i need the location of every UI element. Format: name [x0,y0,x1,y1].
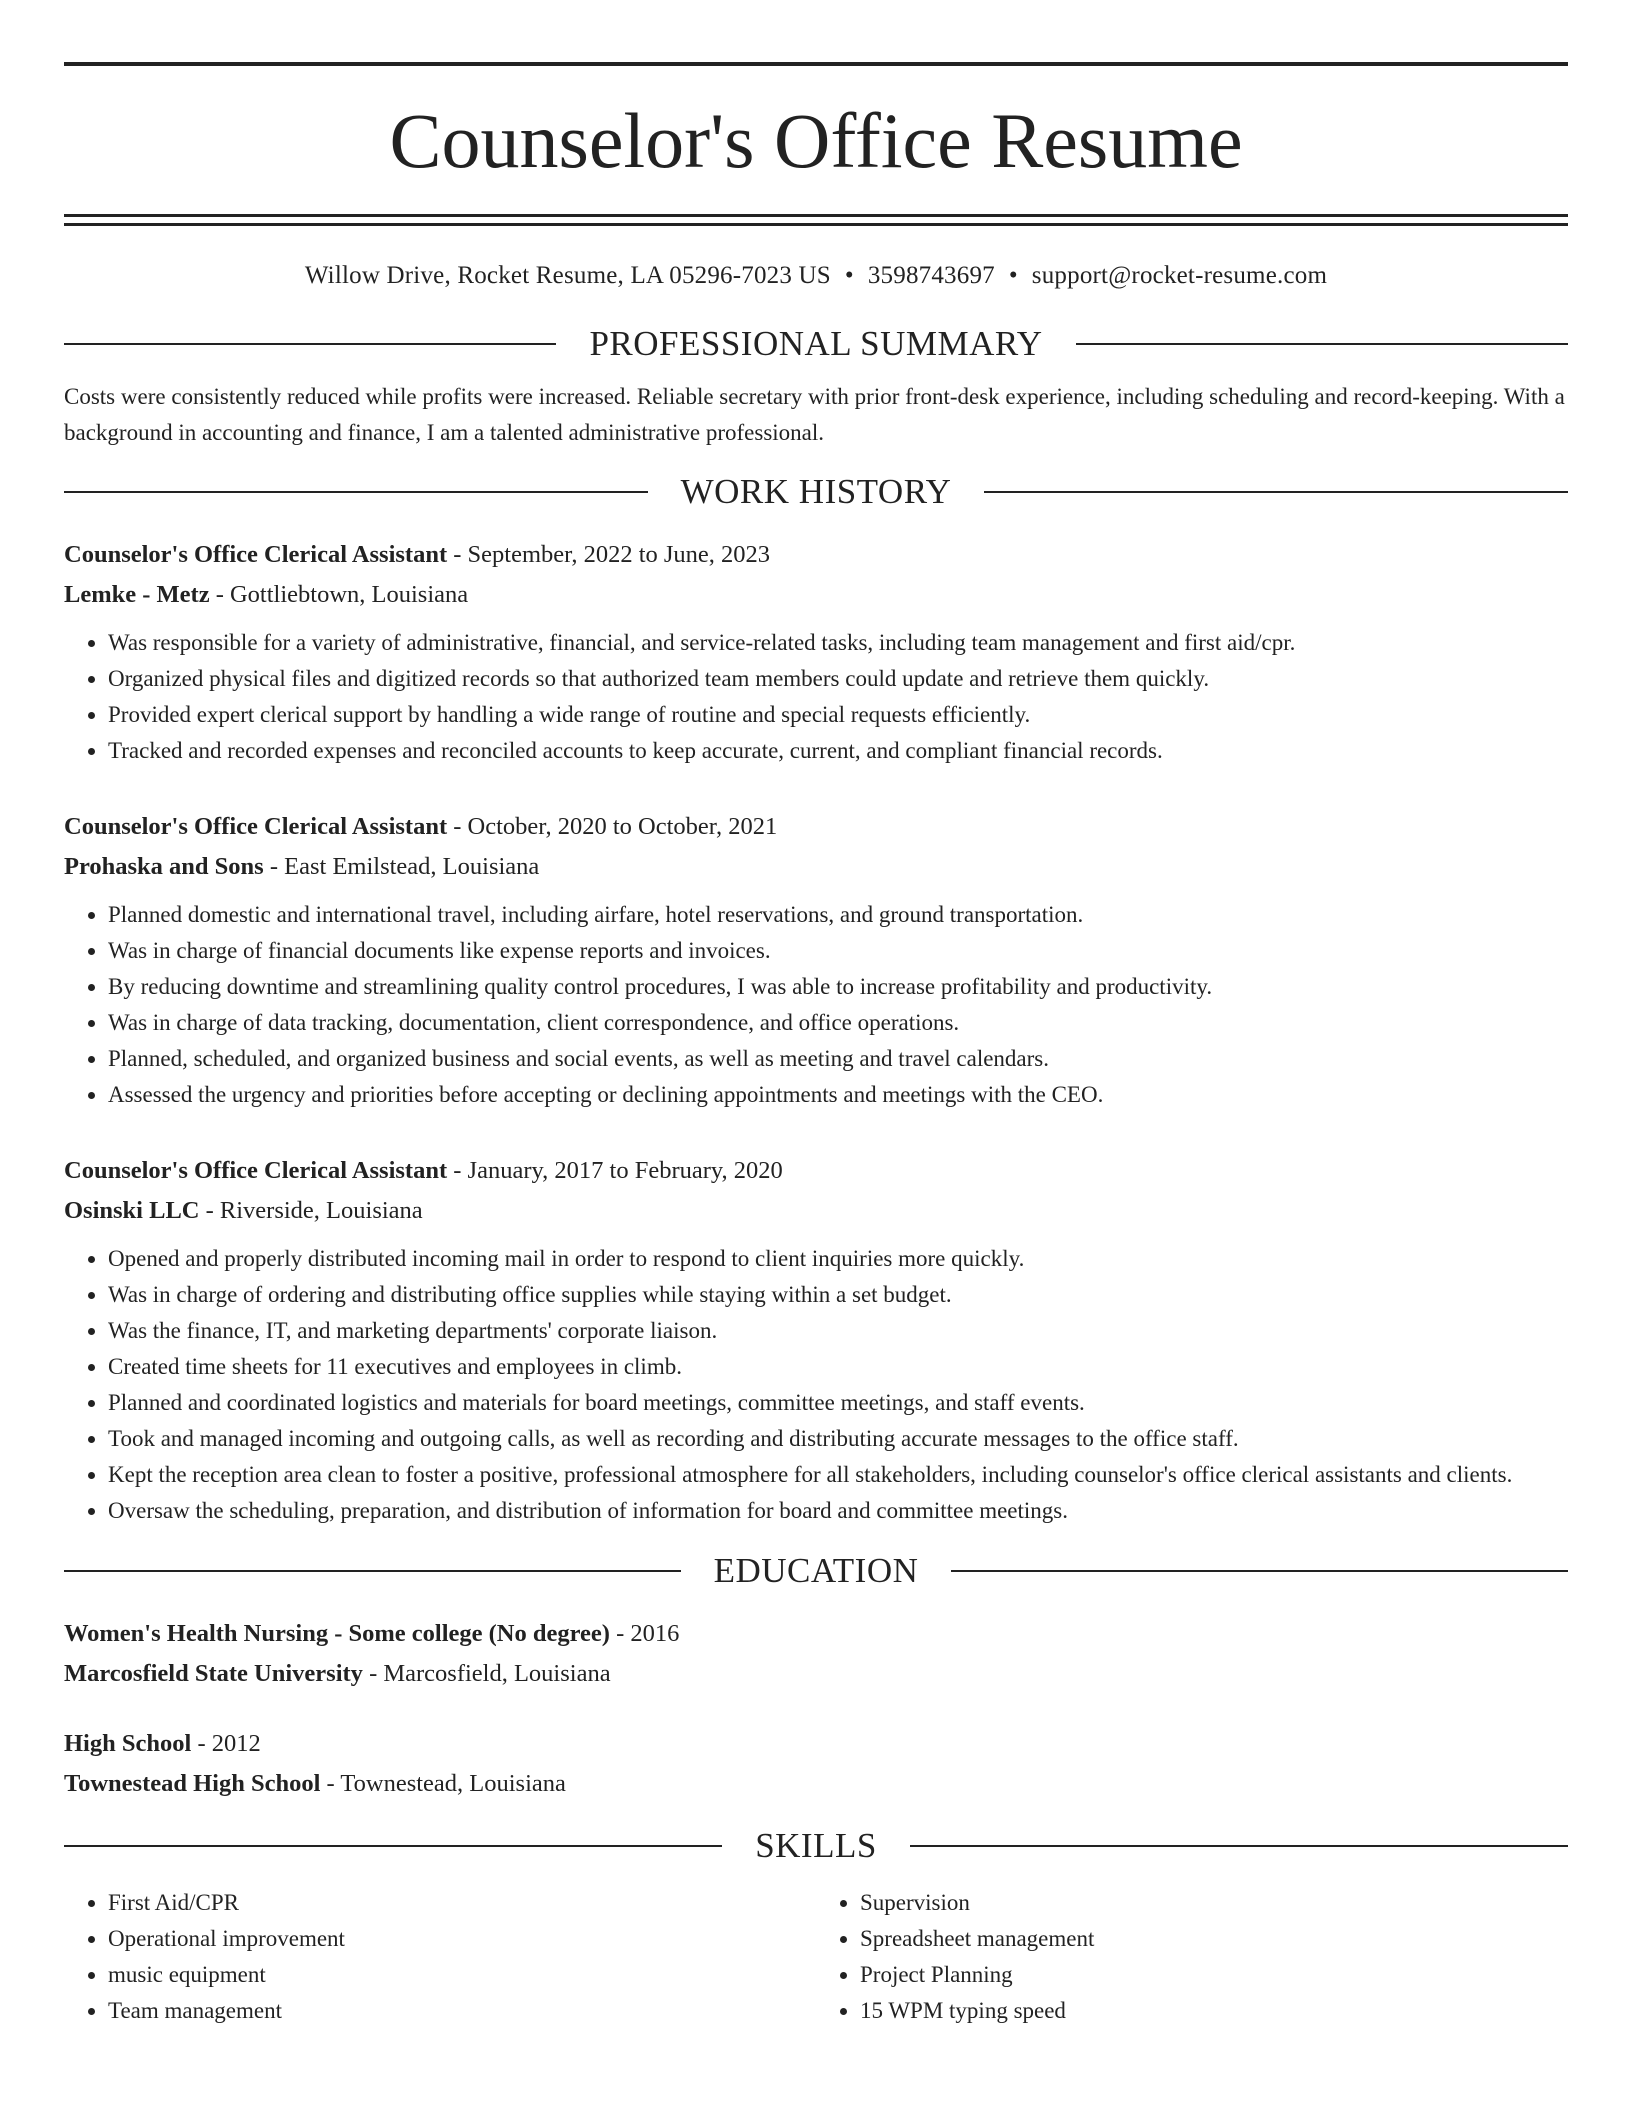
job-bullets [64,897,1568,1113]
heading-rule [64,1845,722,1847]
education-entry [64,1614,1568,1694]
job-dates: - January, 2017 to February, 2020 [447,1157,783,1184]
list-item: • Created time sheets for 11 executives and employees in climb. [108,1349,1568,1385]
education-school: Marcosfield State University [64,1660,363,1687]
job-location: - Gottliebtown, Louisiana [209,581,469,608]
skills-list-left [64,1885,816,2029]
section-title: PROFESSIONAL SUMMARY [589,324,1043,363]
job-dates: - October, 2020 to October, 2021 [447,813,778,840]
skill-item: • First Aid/CPR [108,1885,816,1921]
contact-phone: 3598743697 [867,262,995,289]
list-item: • Planned, scheduled, and organized business and social events, as well as meeting and travel calendars. [108,1041,1568,1077]
list-item: • Provided expert clerical support by handling a wide range of routine and special requests efficiently. [108,697,1568,733]
list-item: • Opened and properly distributed incoming mail in order to respond to client inquiries more quickly. [108,1241,1568,1277]
job-company: Prohaska and Sons [64,853,264,880]
contact-email[interactable]: support@rocket-resume.com [1031,262,1328,289]
education-year: - 2016 [609,1620,680,1647]
contact-separator: • [844,262,854,289]
section-title: EDUCATION [713,1551,919,1590]
list-item: • Kept the reception area clean to foster a positive, professional atmosphere for all stakeholders, including counselor's office clerical assistants and clients. [108,1457,1568,1493]
resume-title: Counselor's Office Resume [389,97,1243,184]
education-location: - Townestead, Louisiana [320,1770,566,1797]
heading-rule [64,491,648,493]
education-school-line [64,1654,1568,1694]
job-bullets [64,1241,1568,1529]
education-degree-line [64,1724,1568,1764]
heading-rule [1076,343,1568,345]
education-school: Townestead High School [64,1770,321,1797]
section-heading-education [64,1553,1568,1588]
skill-item: • Supervision [860,1885,1568,1921]
job-location: - Riverside, Louisiana [199,1197,423,1224]
job-dates: - September, 2022 to June, 2023 [447,541,771,568]
education-location: - Marcosfield, Louisiana [362,1660,611,1687]
list-item: • Was responsible for a variety of administrative, financial, and service-related tasks, including team management and first aid/cpr. [108,625,1568,661]
section-title: SKILLS [755,1826,877,1865]
skills-list-right [816,1885,1568,2029]
section-heading-work-history [64,474,1568,509]
job-location: - East Emilstead, Louisiana [263,853,540,880]
job-company: Osinski LLC [64,1197,200,1224]
heading-rule [984,491,1568,493]
section-heading-skills [64,1828,1568,1863]
list-item: • Was in charge of ordering and distributing office supplies while staying within a set budget. [108,1277,1568,1313]
education-year: - 2012 [191,1730,261,1757]
job-title: Counselor's Office Clerical Assistant [64,541,448,568]
job-bullets [64,625,1568,769]
list-item: • Oversaw the scheduling, preparation, and distribution of information for board and committee meetings. [108,1493,1568,1529]
job-title-line [64,807,1568,847]
skill-item: • music equipment [108,1957,816,1993]
education-degree: High School [64,1730,192,1757]
skill-item: • Project Planning [860,1957,1568,1993]
list-item: • Was in charge of financial documents like expense reports and invoices. [108,933,1568,969]
education-entry [64,1724,1568,1804]
heading-rule [910,1845,1568,1847]
job-company-line [64,847,1568,887]
skill-item: • 15 WPM typing speed [860,1993,1568,2029]
section-heading-summary [64,326,1568,361]
job-company: Lemke - Metz [64,581,210,608]
job-entry [64,535,1568,769]
list-item: • By reducing downtime and streamlining quality control procedures, I was able to increase profitability and productivity. [108,969,1568,1005]
contact-separator: • [1008,262,1018,289]
list-item: • Planned domestic and international travel, including airfare, hotel reservations, and ground transportation. [108,897,1568,933]
job-entry [64,1151,1568,1529]
education-degree: Women's Health Nursing - Some college (No degree) [64,1620,610,1647]
job-entry [64,807,1568,1113]
summary-text: Costs were consistently reduced while profits were increased. Reliable secretary with prior front-desk experience, including scheduling and record-keeping. With a background in accounting and finance, I am a talented administrative professional. [64,384,1565,445]
top-rule [64,62,1568,66]
list-item: • Took and managed incoming and outgoing calls, as well as recording and distributing accurate messages to the office staff. [108,1421,1568,1457]
skill-item: • Spreadsheet management [860,1921,1568,1957]
education-school-line [64,1764,1568,1804]
list-item: • Organized physical files and digitized records so that authorized team members could update and retrieve them quickly. [108,661,1568,697]
title-block [64,0,1568,226]
heading-rule [64,1570,681,1572]
skill-item: • Operational improvement [108,1921,816,1957]
job-company-line [64,575,1568,615]
list-item: • Planned and coordinated logistics and materials for board meetings, committee meetings, and staff events. [108,1385,1568,1421]
skill-item: • Team management [108,1993,816,2029]
job-title: Counselor's Office Clerical Assistant [64,1157,448,1184]
job-title: Counselor's Office Clerical Assistant [64,813,448,840]
job-title-line [64,1151,1568,1191]
list-item: • Tracked and recorded expenses and reconciled accounts to keep accurate, current, and compliant financial records. [108,733,1568,769]
job-company-line [64,1191,1568,1231]
double-rule [64,214,1568,226]
list-item: • Assessed the urgency and priorities before accepting or declining appointments and meetings with the CEO. [108,1077,1568,1113]
skills-columns [64,1885,1568,2029]
contact-address: Willow Drive, Rocket Resume, LA 05296-7023 US [304,262,831,289]
section-title: WORK HISTORY [680,472,952,511]
job-title-line [64,535,1568,575]
list-item: • Was in charge of data tracking, documentation, client correspondence, and office operations. [108,1005,1568,1041]
list-item: • Was the finance, IT, and marketing departments' corporate liaison. [108,1313,1568,1349]
heading-rule [64,343,556,345]
education-degree-line [64,1614,1568,1654]
contact-line [64,262,1568,290]
heading-rule [951,1570,1568,1572]
